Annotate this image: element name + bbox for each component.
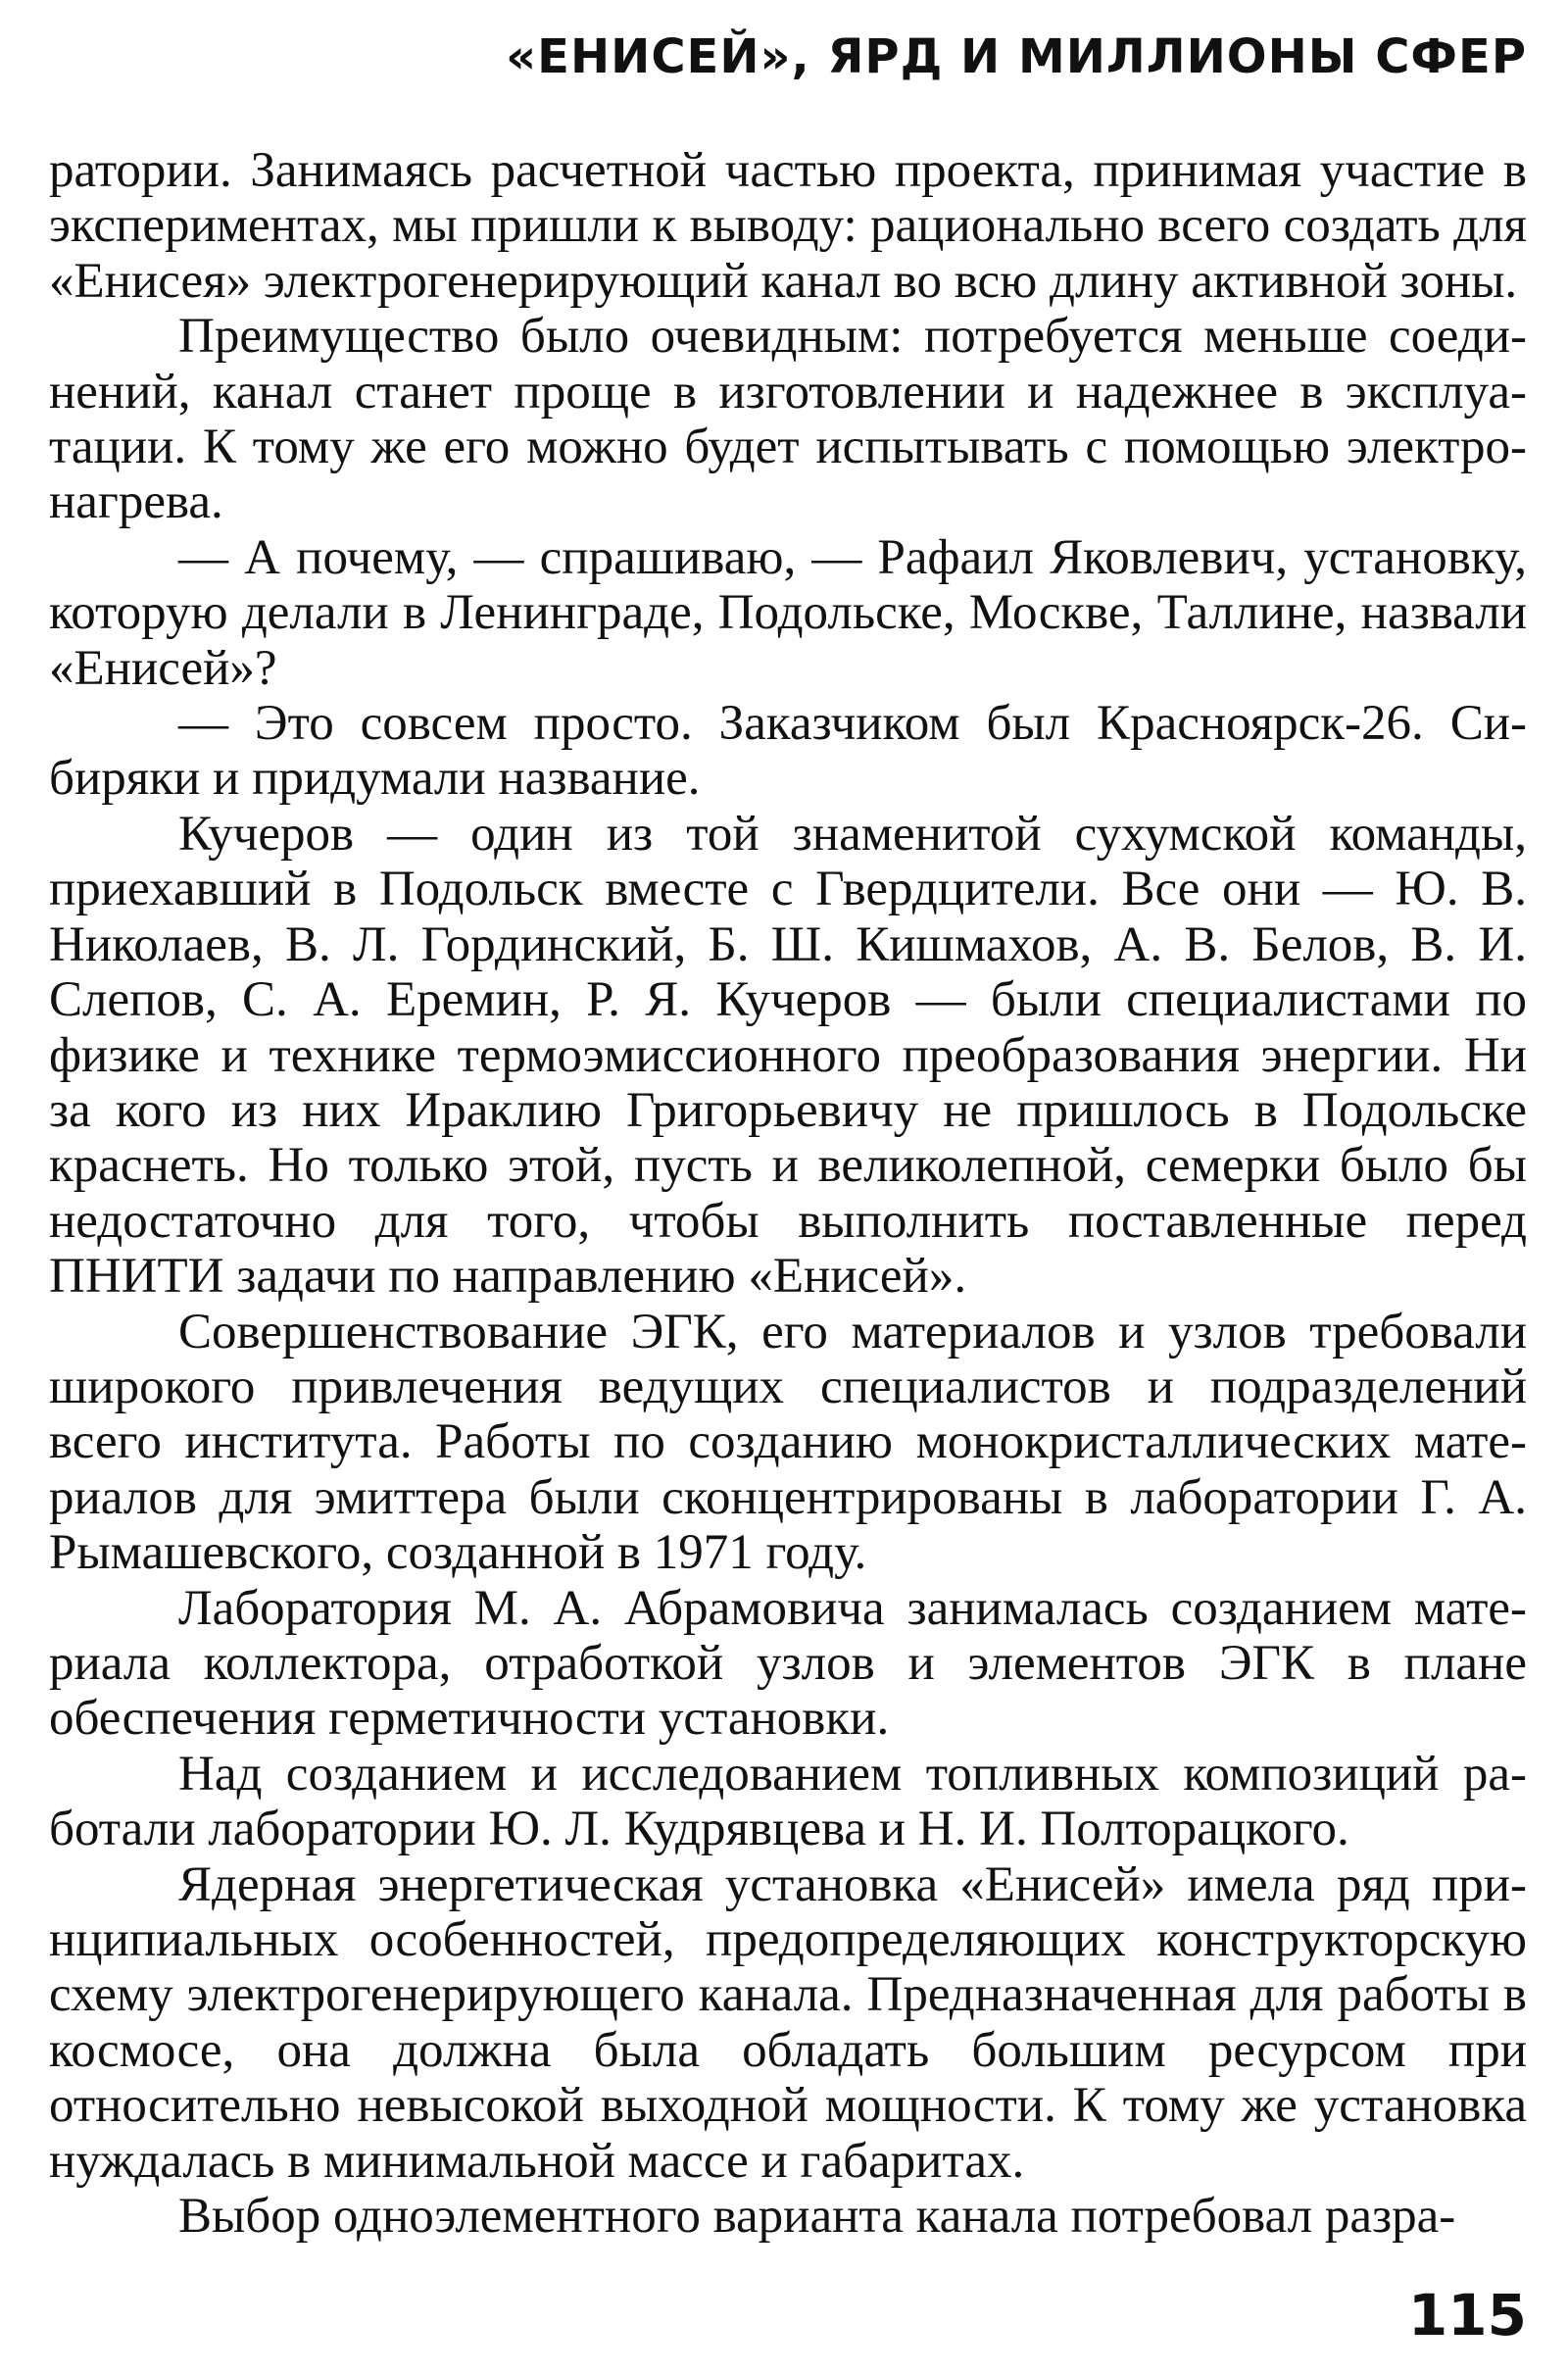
- page-number: 115: [1407, 2282, 1527, 2348]
- paragraph: Совершенствование ЭГК, его материалов и узлов требовали широкого привлечения ведущих специалистов и подразделений всего института. Работы по созданию монокристаллических материалов для эмиттера были сконцентрированы в лаборатории Г. А. Рымашевского, созданной в 1971 году.: [49, 1304, 1527, 1581]
- body-text: [49, 143, 1527, 2244]
- paragraph: — Это совсем просто. Заказчиком был Красноярск-26. Сибиряки и придумали название.: [49, 696, 1527, 807]
- paragraph: Ядерная энергетическая установка «Енисей» имела ряд принципиальных особенностей, предопределяющих конструкторскую схему электрогенерирующего канала. Предназначенная для работы в космосе, она должна была обладать большим ресурсом при относительно невысокой выходной мощности. К тому же установка нуждалась в минимальной массе и габаритах.: [49, 1856, 1527, 2189]
- paragraph: Лаборатория М. А. Абрамовича занималась созданием материала коллектора, отработкой узлов и элементов ЭГК в плане обеспечения герметичности установки.: [49, 1580, 1527, 1747]
- paragraph: Кучеров — один из той знаменитой сухумской команды, приехавший в Подольск вместе с Гвердцители. Все они — Ю. В. Николаев, В. Л. Гординский, Б. Ш. Кишмахов, А. В. Белов, В. И. Слепов, С. А. Еремин, Р. Я. Кучеров — были специалистами по физике и технике термоэмиссионного преобразования энергии. Ни за кого из них Ираклию Григорьевичу не пришлось в Подольске краснеть. Но только этой, пусть и великолепной, семерки было бы недостаточно для того, чтобы выполнить поставленные перед ПНИТИ задачи по направлению «Енисей».: [49, 806, 1527, 1305]
- paragraph: — А почему, — спрашиваю, — Рафаил Яковлевич, установку, которую делали в Ленинграде, Подольске, Москве, Таллине, назвали «Енисей»?: [49, 529, 1527, 696]
- paragraph: Преимущество было очевидным: потребуется меньше соединений, канал станет проще в изготовлении и надежнее в эксплуатации. К тому же его можно будет испытывать с помощью электронагрева.: [49, 309, 1527, 530]
- paragraph: Над созданием и исследованием топливных композиций работали лаборатории Ю. Л. Кудрявцева и Н. И. Полторацкого.: [49, 1746, 1527, 1857]
- paragraph: Выбор одноэлементного варианта канала потребовал разра-: [178, 2189, 1456, 2245]
- running-title: «ЕНИСЕЙ», ЯРД И МИЛЛИОНЫ СФЕР: [506, 29, 1527, 84]
- paragraph: ратории. Занимаясь расчетной частью проекта, принимая участие в экспериментах, мы пришли к выводу: рационально всего создать для «Енисея» электрогенерирующий канал во всю длину активной зоны.: [49, 143, 1527, 309]
